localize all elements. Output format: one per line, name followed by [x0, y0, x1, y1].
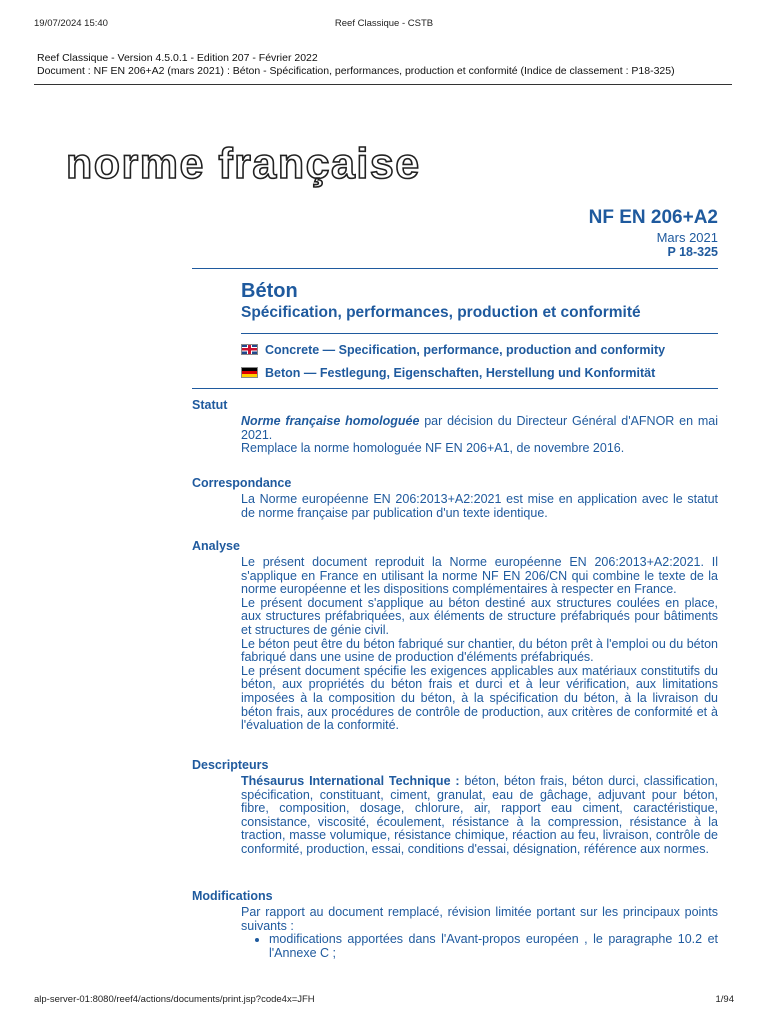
translation-english-text: Concrete — Specification, performance, production and conformity	[265, 343, 666, 357]
print-title: Reef Classique - CSTB	[334, 18, 434, 29]
reef-document-line: Document : NF EN 206+A2 (mars 2021) : Béton - Spécification, performances, production et conformité (Indice de classement : P18-325)	[37, 65, 675, 77]
modifications-intro: Par rapport au document remplacé, révision limitée portant sur les principaux points suivants :	[241, 905, 718, 933]
translation-english	[241, 343, 665, 357]
translation-german	[241, 366, 655, 380]
descripteurs-body	[241, 775, 718, 857]
uk-flag-icon	[241, 344, 258, 355]
footer-url: alp-server-01:8080/reef4/actions/documents/print.jsp?code4x=JFH	[34, 994, 315, 1005]
document-date: Mars 2021	[656, 230, 718, 245]
header-divider	[34, 84, 732, 85]
translations-divider	[192, 388, 718, 389]
translation-german-text: Beton — Festlegung, Eigenschaften, Herstellung und Konformität	[265, 366, 656, 380]
modifications-heading: Modifications	[192, 889, 273, 903]
print-datetime: 19/07/2024 15:40	[34, 18, 108, 29]
statut-paragraph	[241, 415, 718, 442]
title-divider-bottom	[241, 333, 718, 334]
thesaurus-label: Thésaurus International Technique :	[241, 774, 460, 788]
list-item: • modifications apportées dans l'Avant-propos européen , le paragraphe 10.2 et l'Annexe C ;	[269, 933, 718, 960]
modifications-list	[241, 933, 718, 960]
statut-heading: Statut	[192, 398, 228, 412]
descripteurs-heading: Descripteurs	[192, 758, 269, 772]
reef-header	[37, 52, 675, 78]
analyse-paragraph: Le présent document spécifie les exigences applicables aux matériaux constitutifs du béton, aux propriétés du béton frais et durci et à leur vérification, aux limitations imposées à la composition du béton, à la spécification du béton, à la livraison du béton frais, aux procédures de contrôle de production, aux critères de conformité et à l'évaluation de la conformité.	[241, 663, 718, 733]
statut-body	[241, 415, 718, 456]
analyse-paragraph: Le présent document s'applique au béton destiné aux structures coulées en place, aux structures préfabriquées, aux éléments de structure préfabriqués pour bâtiments et structures de génie civil.	[241, 595, 718, 637]
analyse-paragraph: Le présent document reproduit la Norme européenne EN 206:2013+A2:2021. Il s'applique en France en utilisant la norme NF EN 206/CN qui combine le texte de la norme européenne et les dispositions complémentaires à respecter en France.	[241, 555, 718, 597]
reef-version-line: Reef Classique - Version 4.5.0.1 - Edition 207 - Février 2022	[37, 52, 318, 64]
document-identifier	[589, 206, 718, 259]
descripteurs-paragraph	[241, 775, 718, 857]
document-code: NF EN 206+A2	[588, 207, 718, 228]
correspondance-body	[241, 493, 718, 520]
correspondance-heading: Correspondance	[192, 476, 292, 490]
document-subtitle: Spécification, performances, production et conformité	[241, 304, 641, 321]
analyse-heading: Analyse	[192, 539, 240, 553]
de-flag-icon	[241, 367, 258, 378]
print-header	[34, 18, 734, 32]
statut-text: par décision du Directeur Général d'AFNOR en mai 2021.	[241, 414, 718, 442]
print-footer	[34, 994, 734, 1005]
correspondance-text: La Norme européenne EN 206:2013+A2:2021 est mise en application avec le statut de norme française par publication d'un texte identique.	[241, 492, 718, 520]
analyse-body	[241, 556, 718, 733]
analyse-paragraph: Le béton peut être du béton fabriqué sur chantier, du béton prêt à l'emploi ou du béton fabriqué dans une usine de production d'éléments préfabriqués.	[241, 636, 718, 665]
norme-francaise-logo: norme française	[66, 140, 421, 188]
statut-emphasis: Norme française homologuée	[241, 414, 420, 428]
classement-index: P 18-325	[667, 245, 718, 259]
modifications-body	[241, 906, 718, 960]
page-number: 1/94	[715, 994, 734, 1005]
statut-replaces: Remplace la norme homologuée NF EN 206+A1, de novembre 2016.	[241, 441, 625, 456]
title-divider-top	[192, 268, 718, 269]
descripteurs-keywords: béton, béton frais, béton durci, classification, spécification, constituant, ciment, granulat, eau de gâchage, adjuvant pour béton, fibre, composition, dosage, chlorure, air, rapport eau ciment, caractéristique, consistance, viscosité, écoulement, résistance à la compression, résistance à la traction, masse volumique, résistance chimique, réaction au feu, livraison, contrôle de conformité, production, essai, conditions d'essai, désignation, référence aux normes.	[241, 774, 718, 856]
document-title: Béton	[241, 280, 298, 302]
